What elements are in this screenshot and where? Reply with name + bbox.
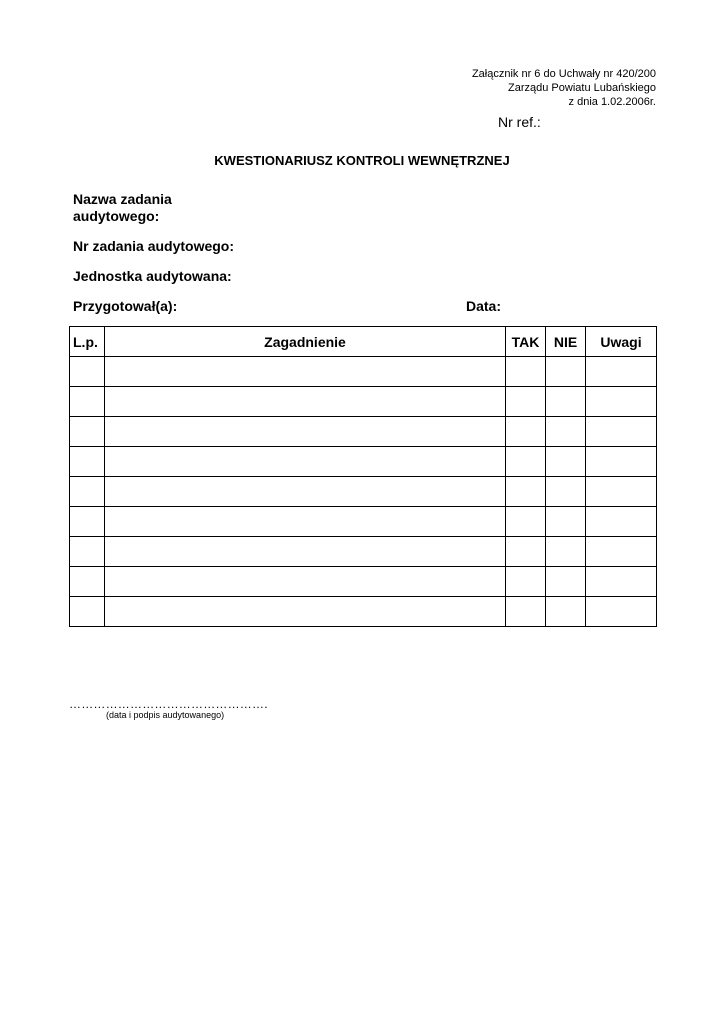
cell-remarks — [586, 447, 657, 477]
cell-yes — [506, 417, 546, 447]
cell-remarks — [586, 537, 657, 567]
table-row — [70, 357, 657, 387]
cell-lp — [70, 567, 105, 597]
cell-no — [546, 357, 586, 387]
cell-no — [546, 537, 586, 567]
table-row — [70, 417, 657, 447]
table-row — [70, 447, 657, 477]
table-row — [70, 387, 657, 417]
column-header-no: NIE — [546, 327, 586, 357]
signature-line: …………………………………………. — [69, 697, 268, 711]
cell-remarks — [586, 357, 657, 387]
cell-yes — [506, 357, 546, 387]
table-row — [70, 507, 657, 537]
cell-lp — [70, 387, 105, 417]
cell-lp — [70, 357, 105, 387]
cell-yes — [506, 507, 546, 537]
cell-no — [546, 417, 586, 447]
column-header-issue: Zagadnienie — [105, 327, 506, 357]
cell-yes — [506, 387, 546, 417]
date-label: Data: — [466, 298, 502, 314]
cell-issue — [105, 537, 506, 567]
attachment-line-2: Zarządu Powiatu Lubańskiego — [508, 82, 656, 94]
task-number-label: Nr zadania audytowego: — [73, 238, 235, 254]
cell-lp — [70, 507, 105, 537]
attachment-note — [472, 67, 656, 109]
table-row — [70, 567, 657, 597]
reference-number-label: Nr ref.: — [498, 114, 541, 130]
cell-issue — [105, 567, 506, 597]
cell-yes — [506, 537, 546, 567]
signature-caption: (data i podpis audytowanego) — [106, 710, 225, 720]
cell-no — [546, 567, 586, 597]
table-row — [70, 537, 657, 567]
cell-yes — [506, 447, 546, 477]
column-header-remarks: Uwagi — [586, 327, 657, 357]
cell-yes — [506, 597, 546, 627]
cell-no — [546, 387, 586, 417]
cell-lp — [70, 597, 105, 627]
cell-lp — [70, 537, 105, 567]
cell-issue — [105, 477, 506, 507]
cell-issue — [105, 417, 506, 447]
cell-issue — [105, 507, 506, 537]
cell-lp — [70, 447, 105, 477]
prepared-by-label: Przygotował(a): — [73, 298, 178, 314]
table-header-row — [70, 327, 657, 357]
attachment-line-3: z dnia 1.02.2006r. — [568, 96, 656, 108]
cell-issue — [105, 597, 506, 627]
table-row — [70, 597, 657, 627]
cell-lp — [70, 417, 105, 447]
cell-issue — [105, 447, 506, 477]
document-title: KWESTIONARIUSZ KONTROLI WEWNĘTRZNEJ — [214, 153, 510, 168]
cell-remarks — [586, 507, 657, 537]
audited-unit-label: Jednostka audytowana: — [73, 268, 232, 284]
table-row — [70, 477, 657, 507]
cell-remarks — [586, 477, 657, 507]
questionnaire-table — [69, 326, 657, 627]
cell-no — [546, 477, 586, 507]
attachment-line-1: Załącznik nr 6 do Uchwały nr 420/200 — [471, 68, 656, 80]
cell-yes — [506, 477, 546, 507]
column-header-lp: L.p. — [70, 327, 105, 357]
cell-remarks — [586, 567, 657, 597]
cell-remarks — [586, 387, 657, 417]
task-name-label: Nazwa zadania audytowego: — [73, 191, 172, 224]
cell-remarks — [586, 417, 657, 447]
table-body — [70, 357, 657, 627]
cell-no — [546, 447, 586, 477]
cell-no — [546, 597, 586, 627]
column-header-yes: TAK — [506, 327, 546, 357]
cell-lp — [70, 477, 105, 507]
cell-no — [546, 507, 586, 537]
cell-issue — [105, 387, 506, 417]
cell-remarks — [586, 597, 657, 627]
cell-yes — [506, 567, 546, 597]
cell-issue — [105, 357, 506, 387]
